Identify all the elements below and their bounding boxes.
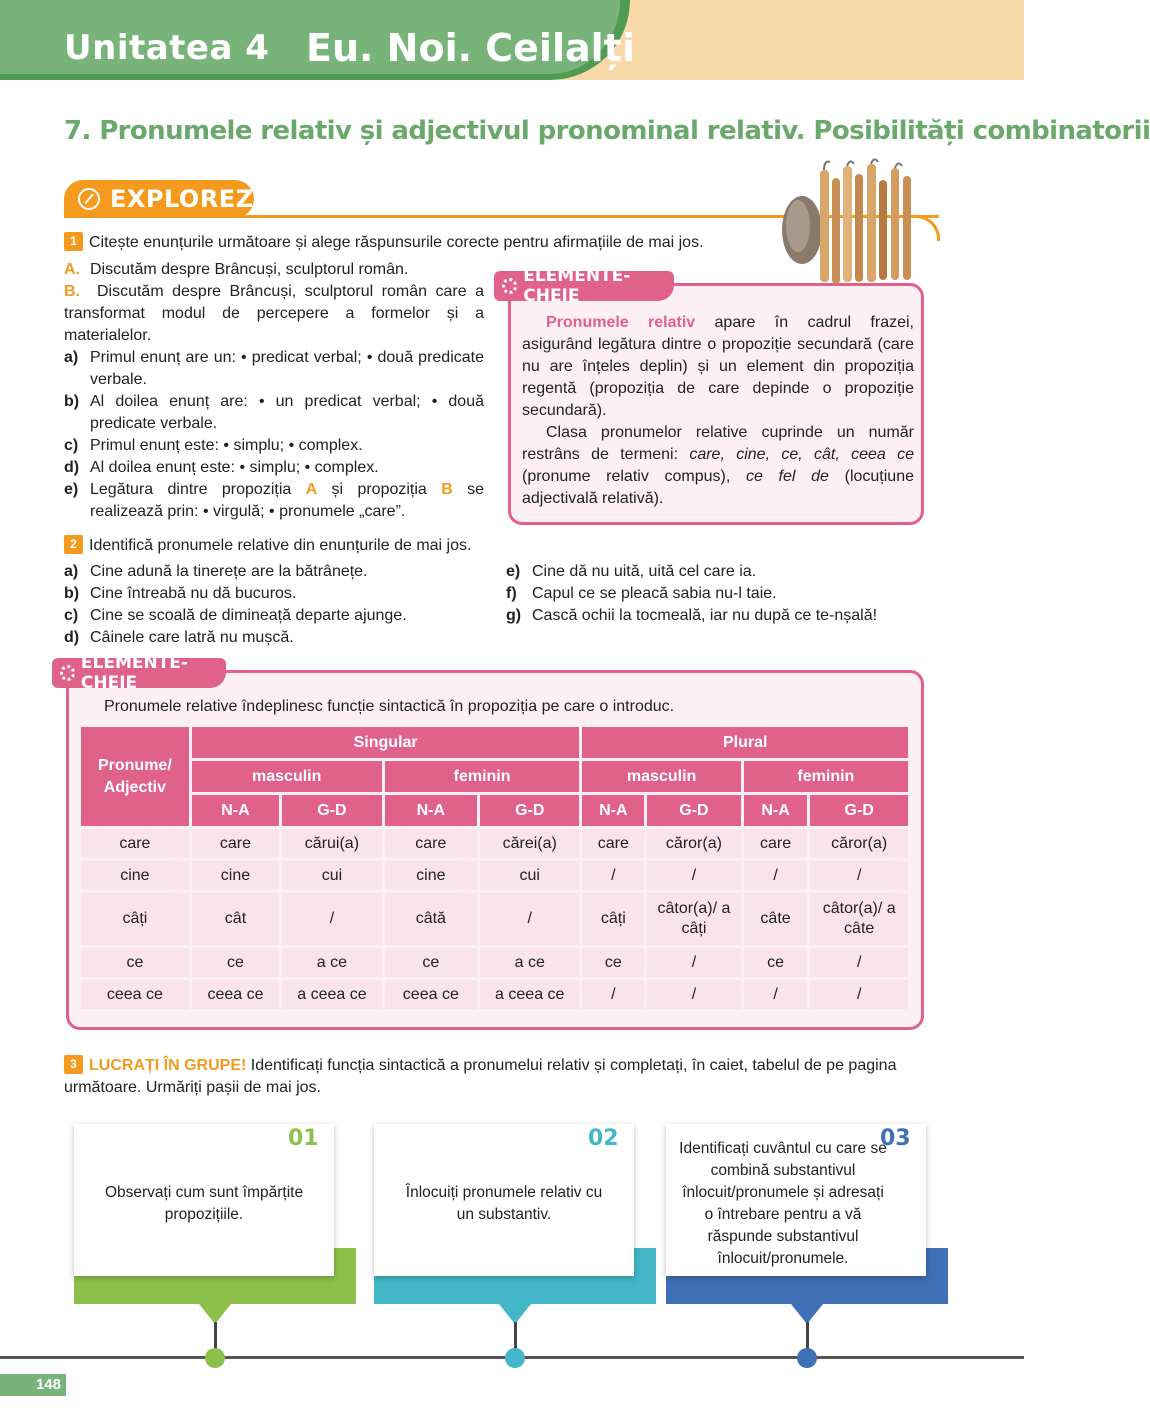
table-cell: a ceea ce	[282, 980, 381, 1009]
unit-title: Eu. Noi. Ceilalți	[306, 26, 635, 70]
item-text: Al doilea enunț are: • un predicat verbal; • două predicate verbale.	[90, 393, 484, 432]
exercise-1-instruction: Citește enunțurile următoare și alege răspunsurile corecte pentru afirmațiile de mai jos.	[89, 234, 704, 251]
item-label: f)	[506, 585, 517, 602]
step-number: 02	[588, 1126, 619, 1151]
table-corner-header: Pronume/ Adjectiv	[81, 727, 189, 826]
item-text: Cine dă nu uită, uită cel care ia.	[532, 563, 757, 580]
table-header-row	[81, 761, 908, 792]
header-gd: G-D	[647, 795, 741, 826]
page-number: 148	[0, 1374, 66, 1396]
item-label: e)	[506, 563, 521, 580]
exercise-3	[64, 1055, 928, 1099]
sculpting-tools-illustration	[780, 160, 930, 288]
exercise-2-heading	[64, 535, 764, 557]
list-item	[64, 583, 504, 605]
table-cell: cărei(a)	[480, 829, 579, 858]
item-text: Primul enunț este: • simplu; • complex.	[90, 437, 363, 454]
table-body	[81, 829, 908, 1009]
exercise-1-heading	[64, 232, 784, 254]
compass-icon	[78, 188, 100, 210]
item-label: a)	[64, 563, 79, 580]
header-masculin: masculin	[582, 761, 740, 792]
exercise-2-left-list	[64, 561, 504, 649]
table-cell: ceea ce	[385, 980, 477, 1009]
exercise-1-body	[64, 259, 484, 523]
table-cell: /	[647, 948, 741, 977]
step-text: Observați cum sunt împărțite propozițiile.	[104, 1184, 304, 1223]
item-highlight: A	[305, 481, 318, 498]
step-dot	[205, 1348, 225, 1368]
item-text: Capul ce se pleacă sabia nu-l taie.	[532, 585, 777, 602]
table-cell: /	[582, 980, 644, 1009]
item-label: c)	[64, 607, 79, 624]
gears-icon	[60, 665, 75, 681]
exercise-number-badge: 3	[64, 1055, 83, 1074]
table-cell: căror(a)	[647, 829, 741, 858]
header-na: N-A	[385, 795, 477, 826]
key-paragraph-1	[522, 312, 914, 422]
list-item	[64, 347, 484, 391]
step-number: 03	[880, 1126, 911, 1151]
table-row-header-cell: ce	[81, 948, 189, 977]
table-header-row	[81, 727, 908, 758]
table-cell: care	[192, 829, 279, 858]
item-label: e)	[64, 481, 79, 498]
table-cell: care	[744, 829, 808, 858]
table-row-header-cell: cine	[81, 861, 189, 890]
list-item	[506, 561, 946, 583]
exercise-3-callout: LUCRAȚI ÎN GRUPE!	[89, 1057, 247, 1074]
table-cell: ce	[192, 948, 279, 977]
table-cell: cine	[385, 861, 477, 890]
item-text: și propoziția	[317, 481, 442, 498]
key-text: (locuțiune adjectivală relativă).	[522, 468, 914, 507]
key-paragraph-2	[522, 422, 914, 510]
key-elements-text: ELEMENTE-CHEIE	[523, 266, 631, 306]
list-item	[64, 391, 484, 435]
step-dot	[505, 1348, 525, 1368]
item-text: Cască ochii la tocmeală, iar nu după ce te-nșală!	[532, 607, 878, 624]
table-cell: căror(a)	[810, 829, 908, 858]
lesson-title: 7. Pronumele relativ și adjectivul pronominal relativ. Posibilități combinatorii	[64, 116, 1150, 146]
step-text: Identificați cuvântul cu care se combină substantivul înlocuit/pronumele și adresați o întrebare pentru a vă răspunde substantivul înlocuit/pronumele.	[679, 1140, 887, 1267]
table-cell: câtă	[385, 893, 477, 945]
key-term-list: ce fel de	[745, 468, 829, 485]
header-feminin: feminin	[385, 761, 580, 792]
explorez-pill	[64, 180, 254, 218]
header-na: N-A	[744, 795, 808, 826]
table-cell: /	[810, 980, 908, 1009]
table-cell: cui	[282, 861, 381, 890]
item-text: Legătura dintre propoziția	[90, 481, 306, 498]
step-pointer	[791, 1304, 823, 1324]
key-text: apare în cadrul frazei, asigurând legătura dintre o propoziție secundară (care nu are înțeles deplin) și un element din propoziția regentă (propoziția de care depinde o propoziție secundară).	[522, 314, 914, 419]
item-text: Cine se scoală de dimineață departe ajunge.	[90, 607, 407, 624]
header-feminin: feminin	[744, 761, 908, 792]
key-elements-content	[522, 312, 914, 510]
step-number: 01	[288, 1126, 319, 1151]
header-gd: G-D	[810, 795, 908, 826]
exercise-2-right-list	[506, 561, 946, 627]
table-cell: câtor(a)/ a câte	[810, 893, 908, 945]
table-cell: ce	[744, 948, 808, 977]
item-label: b)	[64, 393, 80, 410]
header-masculin: masculin	[192, 761, 382, 792]
sentence-b	[64, 281, 484, 347]
table-cell: /	[744, 980, 808, 1009]
table-cell: cine	[192, 861, 279, 890]
table-row	[81, 861, 908, 890]
exercise-number-badge: 2	[64, 535, 83, 554]
sentence-a-label: A.	[64, 261, 80, 278]
list-item	[64, 561, 504, 583]
table-cell: câte	[744, 893, 808, 945]
explorez-label: EXPLOREZ	[110, 185, 254, 213]
item-label: b)	[64, 585, 80, 602]
table-header-row	[81, 795, 908, 826]
item-text: Primul enunț are un: • predicat verbal; • două predicate verbale.	[90, 349, 484, 388]
list-item	[64, 435, 484, 457]
relative-pronouns-table	[78, 724, 911, 1012]
list-item	[506, 583, 946, 605]
table-row-header-cell: ceea ce	[81, 980, 189, 1009]
table-cell: ce	[385, 948, 477, 977]
item-label: a)	[64, 349, 79, 366]
exercise-3-instruction: Identificați funcția sintactică a pronumelui relativ și completați, în caiet, tabelul de pe pagina următoare. Urmăriți pașii de mai jos.	[64, 1057, 897, 1096]
step-text: Înlocuiți pronumele relativ cu un substantiv.	[405, 1184, 603, 1223]
table-cell: cât	[192, 893, 279, 945]
table-row-header-cell: care	[81, 829, 189, 858]
list-item	[64, 457, 484, 479]
sentence-a-text: Discutăm despre Brâncuși, sculptorul român.	[90, 261, 409, 278]
exercise-2-instruction: Identifică pronumele relative din enunțurile de mai jos.	[89, 537, 472, 554]
header-na: N-A	[192, 795, 279, 826]
table-cell: cui	[480, 861, 579, 890]
item-text: Cine întreabă nu dă bucuros.	[90, 585, 297, 602]
list-item	[64, 479, 484, 523]
table-cell: /	[744, 861, 808, 890]
table-cell: a ceea ce	[480, 980, 579, 1009]
header-na: N-A	[582, 795, 644, 826]
header-gd: G-D	[480, 795, 579, 826]
table-row	[81, 829, 908, 858]
item-text: Al doilea enunț este: • simplu; • complex.	[90, 459, 379, 476]
item-label: c)	[64, 437, 79, 454]
exercise-number-badge: 1	[64, 232, 83, 251]
item-label: d)	[64, 459, 80, 476]
item-label: g)	[506, 607, 522, 624]
table-cell: a ce	[282, 948, 381, 977]
step-pointer	[199, 1304, 231, 1324]
item-text: se realizează prin: • virgulă; • pronumele „care”.	[90, 481, 485, 520]
unit-label: Unitatea 4	[64, 28, 270, 68]
table-cell: ceea ce	[192, 980, 279, 1009]
step-pointer	[499, 1304, 531, 1324]
list-item	[64, 627, 504, 649]
table-cell: ce	[582, 948, 644, 977]
table-cell: /	[810, 861, 908, 890]
table-cell: câtor(a)/ a câți	[647, 893, 741, 945]
table-cell: a ce	[480, 948, 579, 977]
sentence-b-label: B.	[64, 283, 80, 300]
header-singular: Singular	[192, 727, 580, 758]
sentence-a	[64, 259, 484, 281]
item-text: Cine adună la tinerețe are la bătrânețe.	[90, 563, 368, 580]
key-text: (pronume relativ compus),	[522, 468, 746, 485]
gears-icon	[502, 278, 517, 294]
item-label: d)	[64, 629, 80, 646]
table-row	[81, 893, 908, 945]
table-row	[81, 980, 908, 1009]
key-elements-label	[52, 653, 226, 693]
key-term-list: care, cine, ce, cât, ceea ce	[689, 446, 914, 463]
table-row-header-cell: câți	[81, 893, 189, 945]
table-intro: Pronumele relative îndeplinesc funcție sintactică în propoziția pe care o introduc.	[104, 698, 675, 715]
table-cell: /	[480, 893, 579, 945]
table-cell: /	[810, 948, 908, 977]
list-item	[64, 605, 504, 627]
item-highlight: B	[441, 481, 453, 498]
key-elements-text: ELEMENTE-CHEIE	[80, 653, 188, 693]
table-cell: /	[647, 861, 741, 890]
table-cell: cărui(a)	[282, 829, 381, 858]
header-plural: Plural	[582, 727, 908, 758]
table-cell: /	[282, 893, 381, 945]
key-elements-label	[494, 266, 674, 306]
key-text: Clasa pronumelor relative cuprinde un număr restrâns de termeni:	[522, 424, 914, 463]
step-dot	[797, 1348, 817, 1368]
table-cell: /	[647, 980, 741, 1009]
key-term: Pronumele relativ	[546, 314, 696, 331]
header-gd: G-D	[282, 795, 381, 826]
sentence-b-text: Discutăm despre Brâncuși, sculptorul român care a transformat modul de percepere a formelor și a materialelor.	[64, 283, 484, 344]
table-cell: /	[582, 861, 644, 890]
list-item	[506, 605, 946, 627]
table-cell: care	[385, 829, 477, 858]
item-text: Câinele care latră nu mușcă.	[90, 629, 294, 646]
table-row	[81, 948, 908, 977]
table-cell: care	[582, 829, 644, 858]
table-cell: câți	[582, 893, 644, 945]
